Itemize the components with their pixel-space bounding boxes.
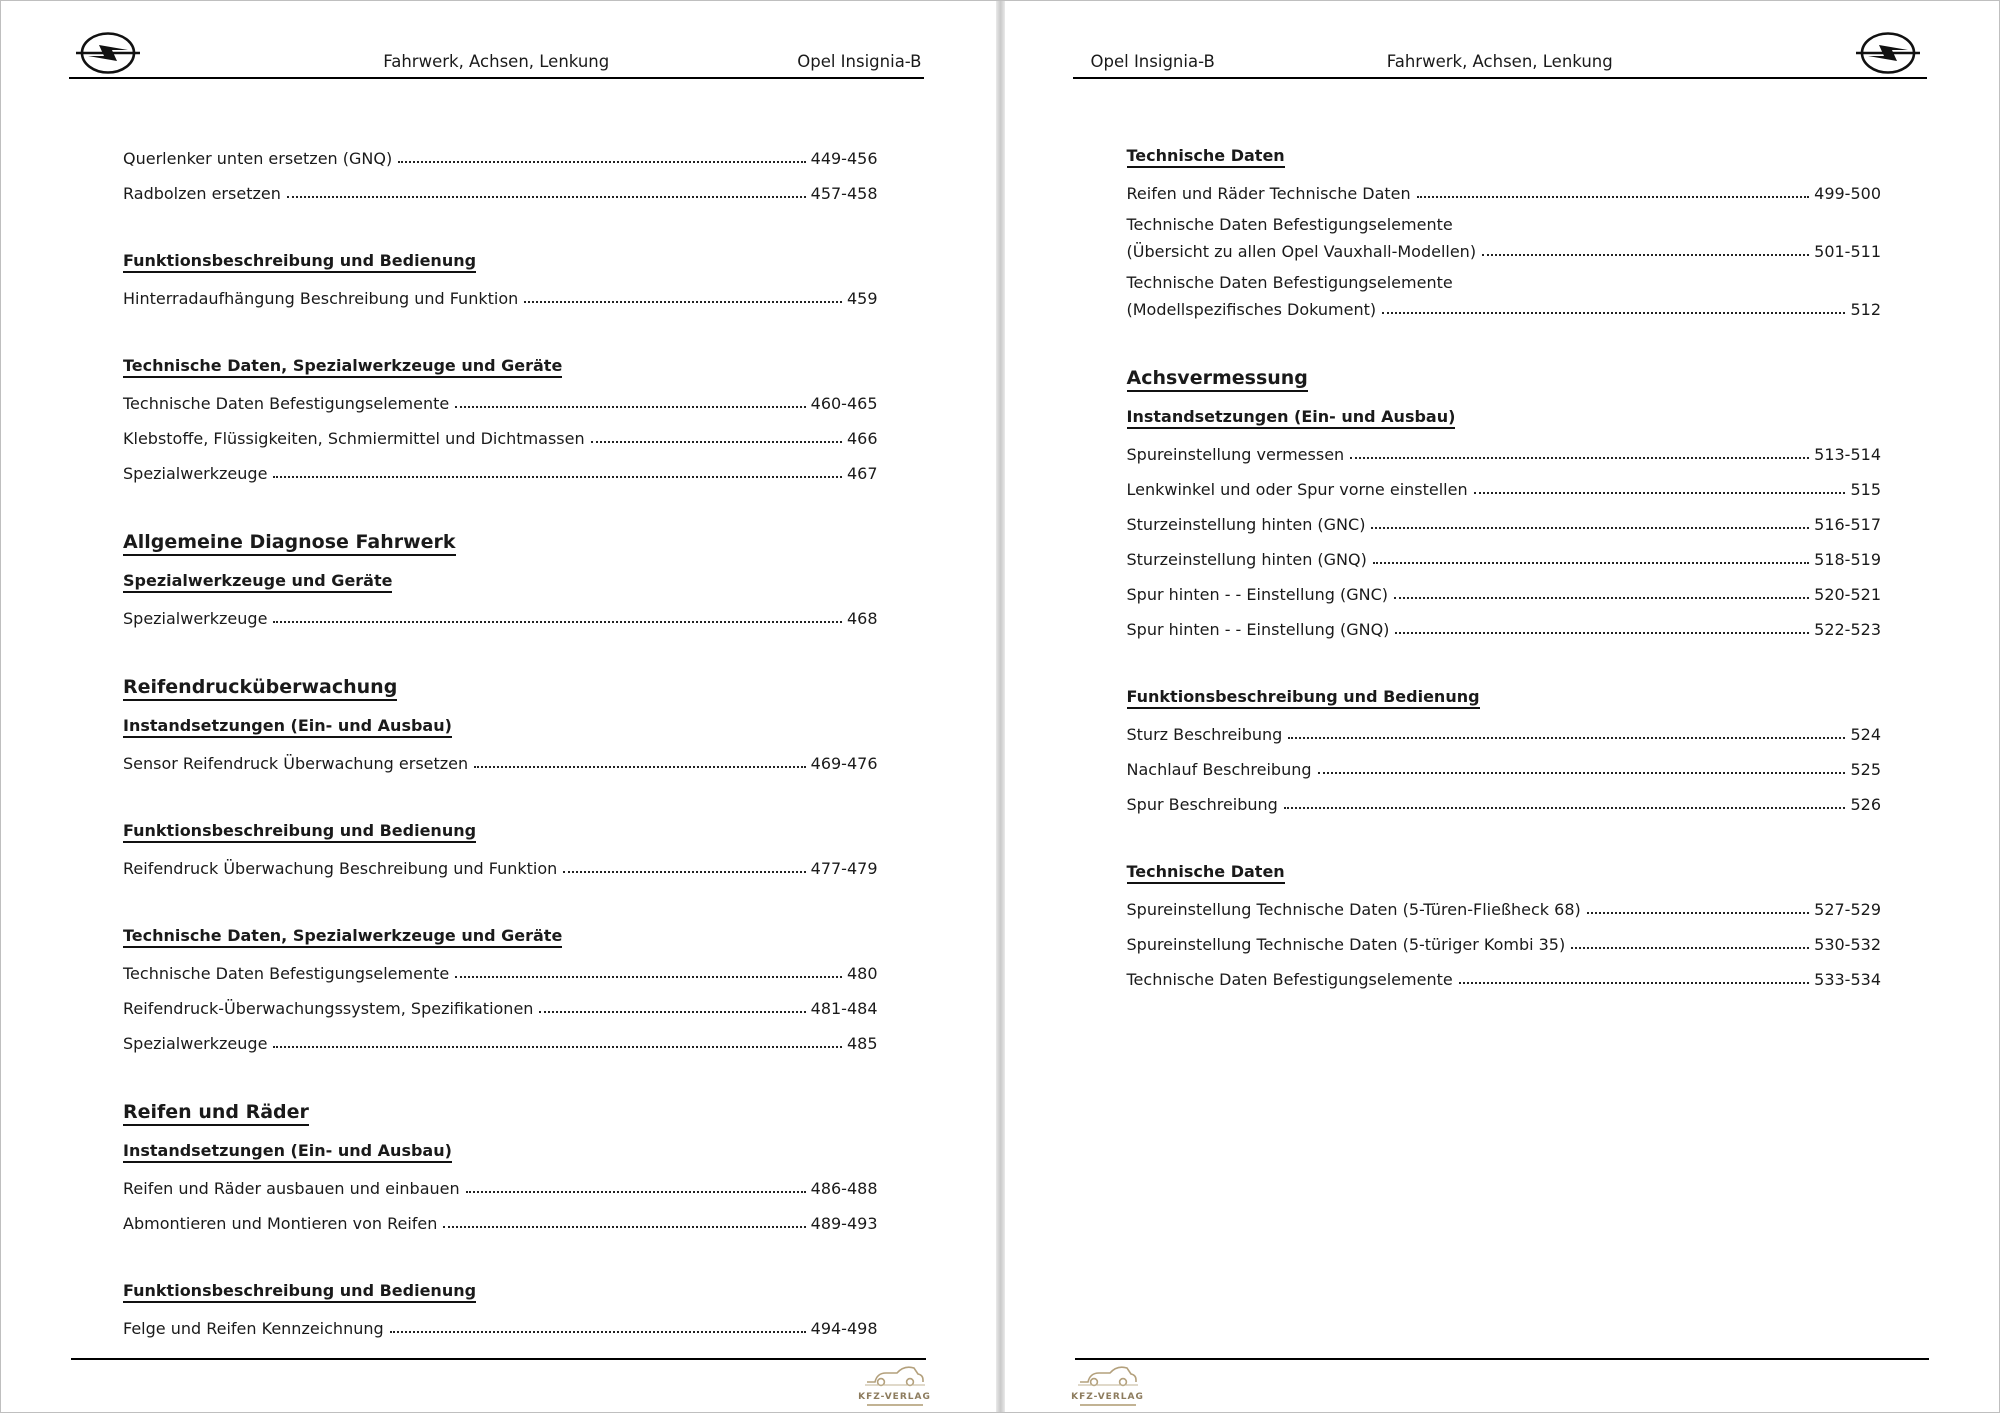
toc-entry-page: 525 — [1850, 760, 1881, 779]
toc-entry[interactable] — [123, 1198, 878, 1233]
toc-entry[interactable] — [123, 1018, 878, 1053]
toc-entry[interactable] — [1127, 429, 1882, 464]
toc-entry-title: Technische Daten Befestigungselemente — [1126, 970, 1453, 989]
toc-right — [1127, 133, 1882, 989]
heading-text: Instandsetzungen (Ein- und Ausbau) — [123, 1141, 452, 1163]
toc-entry-page: 481-484 — [810, 999, 878, 1018]
toc-entry-page: 449-456 — [810, 149, 878, 168]
car-sketch-icon — [863, 1362, 927, 1388]
dot-leader — [455, 406, 805, 408]
header-model-title: Opel Insignia-B — [1090, 52, 1215, 71]
header-model-title: Opel Insignia-B — [797, 52, 922, 71]
dot-leader — [273, 621, 842, 623]
toc-entry[interactable] — [123, 448, 878, 483]
kfz-verlag-subline — [1080, 1404, 1136, 1406]
dot-leader — [474, 766, 805, 768]
dot-leader — [524, 301, 842, 303]
toc-entry-title: Spureinstellung vermessen — [1126, 445, 1345, 464]
toc-entry-title: Spur hinten - - Einstellung (GNQ) — [1126, 620, 1390, 639]
toc-subheading — [1127, 394, 1882, 429]
toc-entry-page: 533-534 — [1814, 970, 1881, 989]
toc-entry-page: 526 — [1850, 795, 1881, 814]
toc-entry-page: 457-458 — [810, 184, 878, 203]
heading-text: Reifendrucküberwachung — [123, 676, 397, 701]
dot-leader — [1371, 527, 1809, 529]
heading-text: Allgemeine Diagnose Fahrwerk — [123, 531, 456, 556]
dot-leader — [273, 476, 842, 478]
toc-entry[interactable] — [1127, 884, 1882, 919]
dot-leader — [1395, 632, 1809, 634]
toc-subheading — [123, 1268, 878, 1303]
header-section-title: Fahrwerk, Achsen, Lenkung — [1386, 52, 1613, 71]
toc-entry[interactable] — [1127, 709, 1882, 744]
page-footer — [71, 1358, 931, 1402]
dot-leader — [1587, 912, 1809, 914]
toc-entry-title: Technische Daten Befestigungselemente — [123, 964, 450, 983]
toc-section-heading — [1127, 354, 1882, 392]
dot-leader — [1482, 254, 1809, 256]
toc-entry-page: 518-519 — [1814, 550, 1881, 569]
toc-entry-page: 477-479 — [810, 859, 878, 878]
toc-entry-page: 527-529 — [1814, 900, 1881, 919]
kfz-verlag-label: KFZ-VERLAG — [858, 1392, 931, 1402]
toc-entry-title: Sturz Beschreibung — [1126, 725, 1283, 744]
toc-entry[interactable] — [123, 378, 878, 413]
toc-entry-title: Technische Daten Befestigungselemente — [1126, 273, 1453, 292]
toc-entry-title: Technische Daten Befestigungselemente — [123, 394, 450, 413]
toc-entry[interactable] — [1127, 604, 1882, 639]
toc-section-heading — [123, 1088, 878, 1126]
toc-entry-title-line2: (Übersicht zu allen Opel Vauxhall-Modellen) — [1126, 242, 1477, 261]
toc-entry-page: 466 — [846, 429, 878, 448]
toc-entry-title: Lenkwinkel und oder Spur vorne einstellen — [1126, 480, 1468, 499]
toc-entry[interactable] — [123, 593, 878, 628]
toc-entry-title: Klebstoffe, Flüssigkeiten, Schmiermittel und Dichtmassen — [123, 429, 585, 448]
toc-entry-page: 501-511 — [1814, 242, 1881, 261]
dot-leader — [287, 196, 806, 198]
toc-entry-page: 522-523 — [1814, 620, 1881, 639]
toc-entry[interactable] — [1127, 499, 1882, 534]
heading-text: Funktionsbeschreibung und Bedienung — [1127, 687, 1480, 709]
toc-entry-page: 468 — [846, 609, 878, 628]
toc-entry-title: Nachlauf Beschreibung — [1126, 760, 1312, 779]
toc-entry-title-line2: (Modellspezifisches Dokument) — [1126, 300, 1377, 319]
dot-leader — [1394, 597, 1809, 599]
toc-entry[interactable] — [1127, 919, 1882, 954]
toc-entry[interactable] — [123, 133, 878, 168]
page-left — [1, 1, 996, 1412]
kfz-verlag-logo — [856, 1362, 934, 1406]
kfz-verlag-label: KFZ-VERLAG — [1071, 1392, 1144, 1402]
toc-subheading — [123, 703, 878, 738]
toc-entry[interactable] — [123, 168, 878, 203]
toc-entry-page: 494-498 — [810, 1319, 878, 1338]
toc-entry-page: 524 — [1850, 725, 1881, 744]
toc-entry-title: Spur Beschreibung — [1126, 795, 1278, 814]
dot-leader — [443, 1226, 805, 1228]
dot-leader — [591, 441, 842, 443]
toc-entry-page: 530-532 — [1814, 935, 1881, 954]
toc-subheading — [1127, 674, 1882, 709]
opel-logo-icon — [1855, 29, 1921, 75]
toc-subheading — [1127, 849, 1882, 884]
heading-text: Technische Daten — [1127, 146, 1285, 168]
heading-text: Reifen und Räder — [123, 1101, 309, 1126]
heading-text: Spezialwerkzeuge und Geräte — [123, 571, 392, 593]
heading-text: Funktionsbeschreibung und Bedienung — [123, 1281, 476, 1303]
toc-entry-title: Abmontieren und Montieren von Reifen — [123, 1214, 438, 1233]
toc-entry-page: 459 — [846, 289, 878, 308]
toc-entry[interactable] — [1127, 744, 1882, 779]
toc-entry-page: 520-521 — [1814, 585, 1881, 604]
dot-leader — [1474, 492, 1846, 494]
toc-entry[interactable] — [1127, 464, 1882, 499]
dot-leader — [539, 1011, 805, 1013]
toc-entry-page: 515 — [1850, 480, 1881, 499]
heading-text: Instandsetzungen (Ein- und Ausbau) — [123, 716, 452, 738]
toc-entry-page: 469-476 — [810, 754, 878, 773]
dot-leader — [1284, 807, 1846, 809]
heading-text: Funktionsbeschreibung und Bedienung — [123, 251, 476, 273]
heading-text: Technische Daten, Spezialwerkzeuge und Geräte — [123, 926, 562, 948]
toc-entry-title: Spezialwerkzeuge — [123, 464, 268, 483]
toc-entry-page: 513-514 — [1814, 445, 1881, 464]
page-right — [1005, 1, 2000, 1412]
car-sketch-icon — [1076, 1362, 1140, 1388]
toc-section-heading — [123, 518, 878, 556]
toc-entry[interactable] — [1127, 569, 1882, 604]
toc-subheading — [123, 1128, 878, 1163]
toc-entry-title: Reifen und Räder Technische Daten — [1126, 184, 1411, 203]
dot-leader — [1417, 196, 1809, 198]
toc-entry-page: 489-493 — [810, 1214, 878, 1233]
dot-leader — [398, 161, 805, 163]
dot-leader — [1318, 772, 1846, 774]
page-gutter — [996, 1, 1005, 1412]
toc-entry[interactable] — [1127, 954, 1882, 989]
page-header — [69, 31, 924, 79]
toc-entry-title: Reifen und Räder ausbauen und einbauen — [123, 1179, 460, 1198]
toc-entry-page: 486-488 — [810, 1179, 878, 1198]
heading-text: Instandsetzungen (Ein- und Ausbau) — [1127, 407, 1456, 429]
toc-entry-page: 467 — [846, 464, 878, 483]
toc-entry-title: Felge und Reifen Kennzeichnung — [123, 1319, 384, 1338]
toc-entry-title: Reifendruck Überwachung Beschreibung und Funktion — [123, 859, 558, 878]
toc-entry-title: Sturzeinstellung hinten (GNC) — [1126, 515, 1366, 534]
toc-entry-title: Radbolzen ersetzen — [123, 184, 281, 203]
toc-entry[interactable] — [123, 983, 878, 1018]
toc-entry[interactable] — [1127, 207, 1882, 261]
toc-entry[interactable] — [123, 738, 878, 773]
toc-subheading — [123, 238, 878, 273]
toc-entry-title: Sensor Reifendruck Überwachung ersetzen — [123, 754, 469, 773]
toc-entry-title: Reifendruck-Überwachungssystem, Spezifikationen — [123, 999, 534, 1018]
toc-subheading — [123, 343, 878, 378]
toc-entry[interactable] — [123, 1163, 878, 1198]
toc-entry-title: Spezialwerkzeuge — [123, 1034, 268, 1053]
toc-entry-title: Hinterradaufhängung Beschreibung und Funktion — [123, 289, 519, 308]
toc-entry-title: Technische Daten Befestigungselemente — [1126, 215, 1453, 234]
dot-leader — [273, 1046, 842, 1048]
toc-entry-page: 512 — [1850, 300, 1881, 319]
toc-entry[interactable] — [123, 948, 878, 983]
toc-entry-page: 480 — [846, 964, 878, 983]
page-footer — [1071, 1358, 1930, 1402]
dot-leader — [455, 976, 842, 978]
toc-entry-title: Spureinstellung Technische Daten (5-türiger Kombi 35) — [1126, 935, 1566, 954]
toc-entry[interactable] — [1127, 265, 1882, 319]
toc-entry-title: Spur hinten - - Einstellung (GNC) — [1126, 585, 1388, 604]
toc-entry-title: Spureinstellung Technische Daten (5-Türen-Fließheck 68) — [1126, 900, 1581, 919]
toc-subheading — [123, 808, 878, 843]
toc-entry[interactable] — [1127, 168, 1882, 203]
dot-leader — [390, 1331, 806, 1333]
toc-entry[interactable] — [1127, 779, 1882, 814]
toc-left — [123, 133, 878, 1338]
dot-leader — [1350, 457, 1809, 459]
header-section-title: Fahrwerk, Achsen, Lenkung — [383, 52, 610, 71]
toc-entry[interactable] — [123, 843, 878, 878]
dot-leader — [1373, 562, 1809, 564]
heading-text: Funktionsbeschreibung und Bedienung — [123, 821, 476, 843]
toc-subheading — [1127, 133, 1882, 168]
dot-leader — [1288, 737, 1845, 739]
toc-entry[interactable] — [123, 1303, 878, 1338]
toc-entry-title: Sturzeinstellung hinten (GNQ) — [1126, 550, 1367, 569]
opel-logo-icon — [75, 29, 141, 75]
kfz-verlag-subline — [867, 1404, 923, 1406]
heading-text: Technische Daten, Spezialwerkzeuge und Geräte — [123, 356, 562, 378]
heading-text: Achsvermessung — [1127, 367, 1308, 392]
toc-section-heading — [123, 663, 878, 701]
toc-entry[interactable] — [1127, 534, 1882, 569]
toc-entry-page: 460-465 — [810, 394, 878, 413]
heading-text: Technische Daten — [1127, 862, 1285, 884]
dot-leader — [466, 1191, 806, 1193]
toc-entry-page: 499-500 — [1814, 184, 1881, 203]
dot-leader — [563, 871, 805, 873]
dot-leader — [1382, 312, 1845, 314]
toc-subheading — [123, 913, 878, 948]
toc-entry[interactable] — [123, 273, 878, 308]
toc-entry[interactable] — [123, 413, 878, 448]
toc-entry-title: Querlenker unten ersetzen (GNQ) — [123, 149, 393, 168]
kfz-verlag-logo — [1069, 1362, 1147, 1406]
dot-leader — [1571, 947, 1809, 949]
toc-subheading — [123, 558, 878, 593]
dot-leader — [1459, 982, 1809, 984]
toc-entry-page: 485 — [846, 1034, 878, 1053]
toc-entry-page: 516-517 — [1814, 515, 1881, 534]
page-header — [1073, 31, 1928, 79]
toc-entry-title: Spezialwerkzeuge — [123, 609, 268, 628]
